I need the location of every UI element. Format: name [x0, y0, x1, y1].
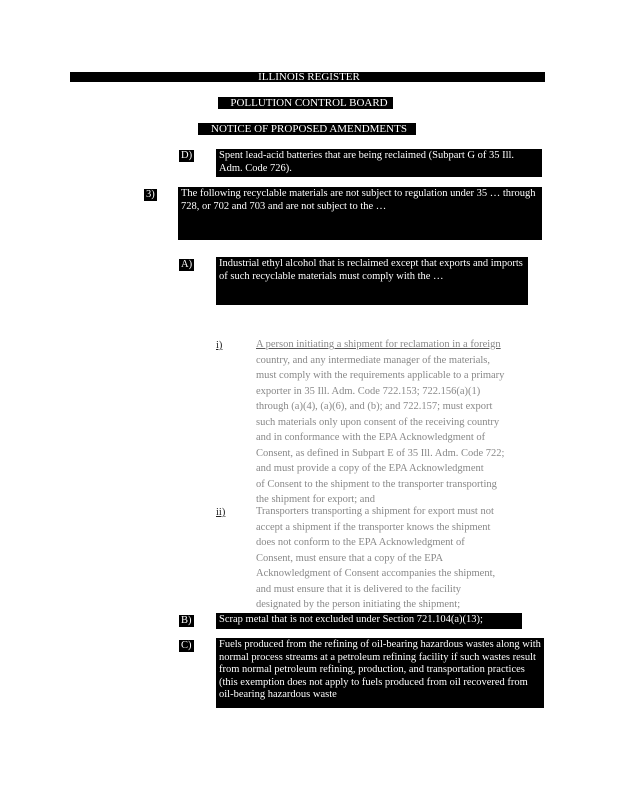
board-title: POLLUTION CONTROL BOARD — [230, 97, 388, 109]
item-d-label: D) — [181, 150, 193, 161]
item-b-text: Scrap metal that is not excluded under Section 721.104(a)(13); — [216, 613, 522, 629]
item-c-text: Fuels produced from the refining of oil-bearing hazardous wastes along with normal process streams at a petroleum refining facility if such wastes result from normal petroleum refining, production, and transportation practices (this exemption does not apply to fuels produced from oil recovered from oil-bearing hazardous waste — [216, 638, 544, 708]
text-line: exporter in 35 Ill. Adm. Code 722.153; 722.156(a)(1) — [256, 385, 481, 397]
text-line: Transporters transporting a shipment for export must not — [256, 506, 494, 517]
item-ii-text — [256, 504, 546, 613]
text-line: country, and any intermediate manager of the materials, — [256, 354, 491, 366]
text-line: the shipment for export; and — [256, 494, 375, 505]
item-ii-label: ii) — [216, 507, 226, 518]
text-line: does not conform to the EPA Acknowledgment of — [256, 537, 465, 548]
text-line: A person initiating a shipment for reclamation in a foreign — [256, 339, 501, 350]
text-line: and must ensure that it is delivered to the facility — [256, 583, 461, 595]
item-b-label: B) — [181, 615, 192, 626]
item-a-label: A) — [181, 259, 193, 270]
text-line: designated by the person initiating the shipment; — [256, 599, 461, 610]
text-line: must comply with the requirements applicable to a primary — [256, 370, 505, 381]
text-line: accept a shipment if the transporter knows the shipment — [256, 521, 491, 533]
item-i-text — [256, 337, 546, 508]
text-line: of Consent to the shipment to the transporter transporting — [256, 478, 497, 490]
text-line: through (a)(4), (a)(6), and (b); and 722.157; must export — [256, 401, 493, 412]
text-line: Consent, must ensure that a copy of the EPA — [256, 552, 444, 564]
text-line: Consent, as defined in Subpart E of 35 Ill. Adm. Code 722; — [256, 447, 505, 459]
text-line: Acknowledgment of Consent accompanies the shipment, — [256, 568, 496, 579]
item-d-text: Spent lead-acid batteries that are being reclaimed (Subpart G of 35 Ill. Adm. Code 726). — [216, 149, 542, 177]
text-line: such materials only upon consent of the receiving country — [256, 416, 500, 428]
item-3-text: The following recyclable materials are not subject to regulation under 35 … through 728, or 702 and 703 and are not subject to the … — [178, 187, 542, 240]
item-3-label: 3) — [146, 189, 155, 200]
notice-title: NOTICE OF PROPOSED AMENDMENTS — [211, 123, 407, 135]
item-c-label: C) — [181, 640, 192, 651]
text-line: and must provide a copy of the EPA Acknowledgment — [256, 463, 484, 474]
item-i-label: i) — [216, 340, 223, 351]
item-a-text: Industrial ethyl alcohol that is reclaimed except that exports and imports of such recyclable materials must comply with the … — [216, 257, 528, 305]
register-title: ILLINOIS REGISTER — [258, 71, 360, 83]
text-line: and in conformance with the EPA Acknowledgment of — [256, 432, 486, 443]
